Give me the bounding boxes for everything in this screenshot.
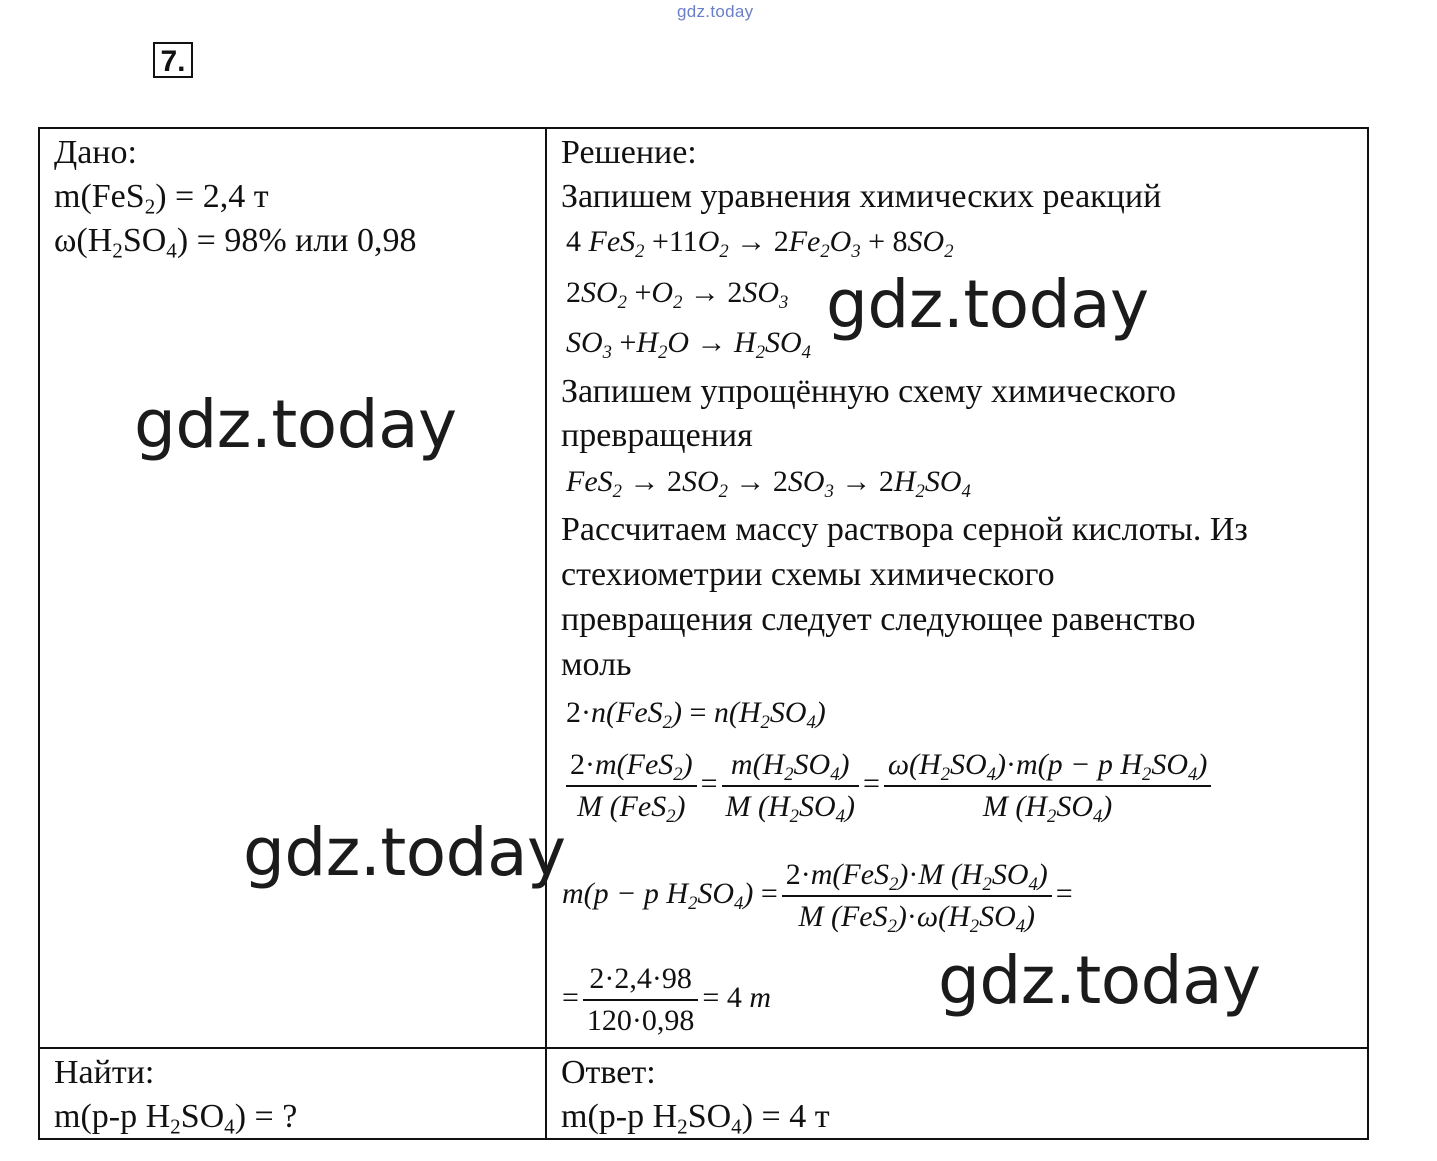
find-target: m(р-р $H_2SO_4$) = ? (54, 1098, 298, 1139)
mass-formula: m(p − p $H_2SO_4$) = $\frac{2\cdot m(FeS_2)\cdot M (H_2SO_4)}{M (FeS_2)\cdot\omega(H_2SO_4)}$ = (562, 858, 1073, 937)
equation-3: $SO_3 +H_2O \to H_2SO_4$ (566, 326, 811, 363)
equation-2: $2SO_2 +O_2 \to 2SO_3$ (566, 276, 789, 313)
calc-text-3: превращения следует следующее равенство (561, 601, 1196, 638)
given-mass-fes2: m(FeS$_2$) = 2,4 т (54, 178, 269, 219)
site-link[interactable]: gdz.today (677, 2, 754, 21)
calc-text-1: Рассчитаем массу раствора серной кислоты. Из (561, 511, 1248, 548)
ratio-equation: $\frac{2\cdot m(FeS_2)}{M (FeS_2)}$ = $\frac{m(H_2SO_4)}{M (H_2SO_4)}$ = $\frac{\omega(H_2SO_4)\cdot m(p - p H_2SO_4)}{M (H_2SO_4)}$ (562, 747, 1215, 825)
transformation-scheme: $FeS_2 \to 2SO_2 \to 2SO_3 \to 2H_2SO_4$ (566, 465, 971, 502)
problem-number: 7. (153, 42, 193, 78)
watermark-left: gdz.today (134, 386, 457, 463)
watermark-bottom-left: gdz.today (243, 814, 566, 891)
column-divider (545, 129, 547, 1138)
given-omega-h2so4: $\omega(H_2SO_4) = 98\%$ или 0,98 (54, 222, 417, 263)
numeric-result: = $\frac{2\cdot 2,4\cdot 98}{120\cdot 0,98}$ = 4 m (562, 962, 772, 1037)
watermark-bottom-right: gdz.today (938, 942, 1261, 1019)
intro-scheme-2: превращения (561, 417, 753, 454)
solution-header: Решение: (561, 134, 697, 171)
answer-header: Ответ: (561, 1054, 656, 1091)
watermark-top-right: gdz.today (826, 266, 1149, 343)
row-divider (40, 1047, 1367, 1049)
equation-1: 4 $FeS_2 +11O_2 \to 2Fe_2O_3 + 8SO_2$ (566, 225, 954, 262)
given-header: Дано: (54, 134, 137, 171)
calc-text-2: стехиометрии схемы химического (561, 556, 1055, 593)
find-header: Найти: (54, 1054, 155, 1091)
calc-text-4: моль (561, 646, 632, 683)
answer-value: m(р-р $H_2SO_4) = 4$ т (561, 1098, 830, 1139)
mole-equality: $2\cdot n(FeS_2) = n(H_2SO_4)$ (566, 696, 826, 733)
intro-equations: Запишем уравнения химических реакций (561, 178, 1162, 215)
intro-scheme-1: Запишем упрощённую схему химического (561, 373, 1176, 410)
